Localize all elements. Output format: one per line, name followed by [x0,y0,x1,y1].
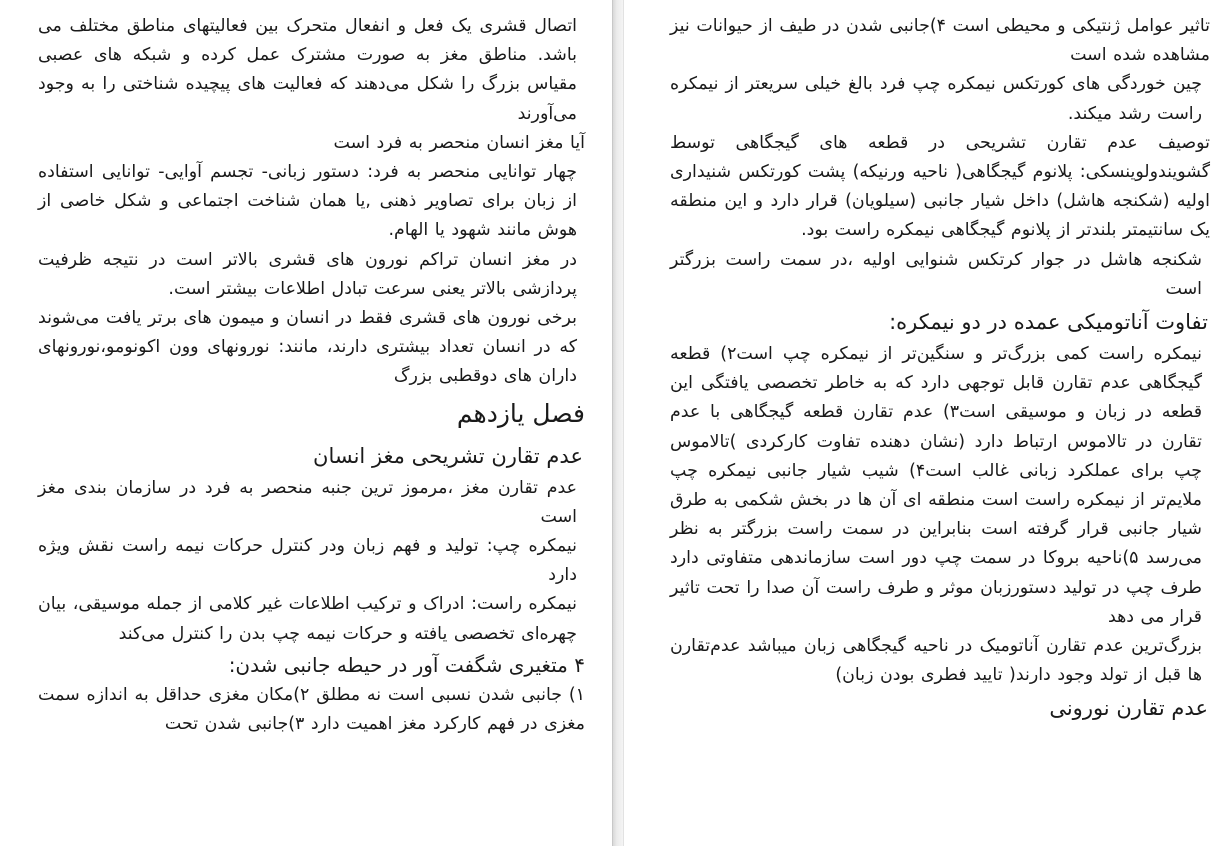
paragraph-left-hemisphere: نیمکره چپ: تولید و فهم زبان ودر کنترل حرکات نیمه راست نقش ویژه دارد [38,536,577,586]
section-title-anatomic-asymmetry: عدم تقارن تشریحی مغز انسان [313,443,583,468]
paragraph-geschwind-levitsky: توصیف عدم تقارن تشریحی در قطعه های گیجگاهی توسط گشویندولوینسکی: پلانوم گیجگاهی( ناحیه ورنیکه) پشت کورتکس شنیداری اولیه (شکنجه هاشل) داخل شیار جانبی (سیلویان) قرار دارد و این منطقه یک سانتیمتر بلندتر از پلانوم گیجگاهی نیمکره راست بود. [670,132,1210,241]
paragraph-four-abilities: چهار توانایی منحصر به فرد: دستور زبانی- تجسم آوایی- توانایی استفاده از زبان برای تصاویر ذهنی ,یا همان شناخت اجتماعی و شکل خاصی از هوش مانند شهود یا الهام. [38,162,577,241]
paragraph-largest-asymmetry: بزرگ‌ترین عدم تقارن آناتومیک در ناحیه گیجگاهی زبان میباشد عدم‌تقارن ها قبل از تولد وجود دارند( تایید فطری بودن زبان) [670,636,1202,686]
paragraph-right-hemisphere: نیمکره راست: ادراک و ترکیب اطلاعات غیر کلامی از جمله موسیقی، بیان چهره‌ای تخصصی یافته و حرکات نیمه چپ بدن را کنترل می‌کند [38,594,577,644]
paragraph-lateralization-points: ۱) جانبی شدن نسبی است نه مطلق ۲)مکان مغزی حداقل به اندازه سمت مغزی در فهم کارکرد مغز اهمیت دارد ۳)جانبی شدن تحت [38,684,585,735]
section-title-hemisphere-differences: تفاوت آناتومیکی عمده در دو نیمکره: [889,310,1208,335]
right-page[interactable] [624,0,1231,846]
paragraph-heschl-gyrus: شکنجه هاشل در جوار کرتکس شنوایی اولیه ،در سمت راست بزرگتر است [670,249,1202,299]
heading-neuronal-asymmetry: عدم تقارن نورونی [1049,696,1208,721]
paragraph-question-unique-brain: آیا مغز انسان منحصر به فرد است [333,132,585,153]
paragraph-brain-asymmetry: عدم تقارن مغز ،مرموز ترین جنبه منحصر به فرد در سازمان بندی مغز است [38,477,577,527]
paragraph-neuron-density: در مغز انسان تراکم نورون های قشری بالاتر است در نتیجه ظرفیت پردازشی بالاتر یعنی سرعت تبادل اطلاعات بیشتر است. [38,249,577,299]
heading-four-variables: ۴ متغیری شگفت آور در حیطه جانبی شدن: [228,652,585,677]
paragraph-genetic-factors: تاثیر عوامل ژنتیکی و محیطی است ۴)جانبی شدن در طیف از حیوانات نیز مشاهده شده است [670,16,1210,66]
paragraph-special-neurons: برخی نورون های قشری فقط در انسان و میمون های برتر یافت می‌شوند که در انسان تعداد بیشتری دارند، مانند: نورونهای وون اکونومو،نورونهای داران های دوقطبی بزرگ [38,308,577,387]
page-gutter [612,0,624,846]
paragraph-cortex-folding: چین خوردگی های کورتکس نیمکره چپ فرد بالغ خیلی سریعتر از نیمکره راست رشد میکند. [670,74,1202,124]
paragraph-hemisphere-differences-list: نیمکره راست کمی بزرگ‌تر و سنگین‌تر از نیمکره چپ است۲) قطعه گیجگاهی عدم تقارن قابل توجهی دارد که به خاطر تخصصی یافتگی این قطعه در زبان و موسیقی است۳) عدم تقارن قطعه گیجگاهی با عدم تقارن در تالاموس ارتباط دارد (نشان دهنده تفاوت کارکردی )تالاموس چپ برای عملکرد زبانی غالب است۴) شیب شیار جانبی نیمکره چپ ملایم‌تر از نیمکره راست است منطقه ای آن ها در بخش شکمی به طرق شیار جانبی قرار گرفته است بنابراین در سمت راست بزرگتر به نظر می‌رسد ۵)ناحیه بروکا در سمت چپ دور است سازماندهی متفاوتی دارد طرف چپ در تولید دستورزبان موثر و طرف راست آن صدا را تحت تاثیر قرار می دهد [670,344,1203,627]
chapter-title: فصل یازدهم [456,398,585,428]
paragraph-cortical-connection: اتصال قشری یک فعل و انفعال متحرک بین فعالیتهای مناطق مختلف می باشد. مناطق مغز به صورت مشترک عمل کرده و شبکه های عصبی مقیاس بزرگ را شکل می‌دهند که فعالیت های پیچیده شناختی را به وجود می‌آورند [38,16,577,124]
left-page[interactable] [0,0,612,846]
